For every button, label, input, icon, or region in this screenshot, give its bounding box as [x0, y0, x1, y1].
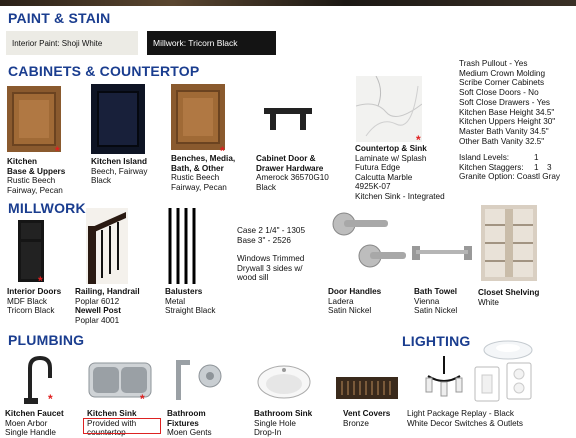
millwork-paint-swatch: [147, 31, 276, 55]
vent-cover-image: [336, 377, 398, 399]
option-item: Kitchen Base Height 34.5": [459, 107, 555, 117]
island-cabinet-info: [91, 157, 147, 186]
countertop-line3: Calcutta Marble: [355, 172, 413, 182]
bathroom-sink-line1: Single Hole: [254, 418, 296, 428]
kitchen-cabinet-title2: Base & Uppers: [7, 166, 66, 176]
vent-covers-info: [343, 409, 390, 428]
staggers-value2: 3: [547, 163, 552, 172]
section-heading-plumbing: PLUMBING: [8, 332, 85, 348]
bathroom-sink-info: [254, 409, 312, 438]
island-cabinet-line2: Black: [91, 176, 112, 186]
kitchen-cabinet-line1: Rustic Beech: [7, 176, 56, 186]
railing-title2: Newell Post: [75, 306, 121, 316]
vent-covers-title: Vent Covers: [343, 409, 391, 418]
granite-option: Granite Option: Coastl Gray: [459, 172, 561, 181]
interior-doors-title: Interior Doors: [7, 287, 62, 296]
balusters-line1: Metal: [165, 296, 186, 306]
bathroom-sink-line2: Drop-In: [254, 428, 282, 438]
balusters-line2: Straight Black: [165, 306, 216, 316]
island-levels-label: Island Levels:: [459, 153, 510, 162]
option-item: Medium Crown Molding: [459, 68, 546, 78]
outlet-image: [506, 362, 532, 400]
bathroom-fixtures-info: [167, 409, 212, 438]
light-switch-image: [474, 366, 500, 402]
benches-cabinet-info: [171, 154, 235, 192]
bath-towel-line1: Vienna: [414, 296, 440, 306]
option-item: Soft Close Drawers - Yes: [459, 97, 551, 107]
interior-paint-label: Interior Paint: Shoji White: [12, 39, 103, 48]
windows-info: [237, 254, 304, 283]
windows-line2: Drywall 3 sides w/: [237, 263, 303, 273]
option-item: Soft Close Doors - No: [459, 88, 539, 98]
benches-cabinet-door-image: [171, 84, 225, 150]
cabinet-options-list: [459, 59, 555, 146]
benches-cabinet-line2: Fairway, Pecan: [171, 182, 227, 192]
bath-towel-info: [414, 287, 457, 316]
bathroom-fixtures-title1: Bathroom: [167, 409, 206, 418]
trim-line1: Case 2 1/4" - 1305: [237, 226, 305, 235]
interior-doors-line1: MDF Black: [7, 296, 48, 306]
closet-shelving-image: [481, 205, 537, 281]
chandelier-image: [424, 356, 464, 400]
kitchen-faucet-line2: Single Handle: [5, 428, 56, 438]
flush-mount-light-image: [482, 340, 534, 362]
railing-line1: Poplar 6012: [75, 296, 120, 306]
kitchen-sink-title: Kitchen Sink: [87, 409, 137, 418]
island-cabinet-title: Kitchen Island: [91, 157, 147, 166]
kitchen-cabinet-star: *: [55, 144, 60, 158]
island-cabinet-door-image: [91, 84, 145, 154]
countertop-line5: Kitchen Sink - Integrated: [355, 191, 445, 201]
kitchen-faucet-info: [5, 409, 64, 438]
trim-info: [237, 226, 305, 245]
hardware-title2: Drawer Hardware: [256, 163, 324, 173]
staggers-label: Kitchen Staggers:: [459, 163, 524, 172]
countertop-line4: 4925K-07: [355, 182, 391, 192]
closet-shelving-title: Closet Shelving: [478, 288, 540, 297]
interior-door-image: [18, 220, 44, 282]
interior-doors-info: [7, 287, 61, 316]
trim-line2: Base 3" - 2526: [237, 235, 291, 245]
kitchen-sink-line2: countertop: [87, 428, 126, 438]
countertop-info: [355, 144, 445, 202]
interior-paint-swatch: [6, 31, 138, 55]
door-handles-image: [330, 210, 410, 276]
windows-line3: wood sill: [237, 273, 269, 283]
cabinet-pull-image: [260, 100, 316, 134]
benches-cabinet-line1: Rustic Beech: [171, 173, 220, 183]
benches-cabinet-star: *: [220, 144, 225, 158]
towel-bar-image: [410, 238, 474, 262]
interior-door-star: *: [38, 274, 43, 288]
countertop-star: *: [416, 133, 421, 147]
bathroom-fixtures-title2: Fixtures: [167, 418, 199, 428]
countertop-line2: Futura Edge: [355, 163, 401, 173]
bathroom-sink-image: [256, 364, 312, 400]
kitchen-sink-star: *: [140, 392, 145, 406]
section-heading-lighting: LIGHTING: [402, 333, 471, 349]
railing-info: [75, 287, 140, 325]
balusters-info: [165, 287, 216, 316]
door-handles-line2: Satin Nickel: [328, 306, 372, 316]
kitchen-cabinet-title1: Kitchen: [7, 157, 38, 166]
balusters-image: [166, 208, 196, 284]
kitchen-cabinet-info: [7, 157, 65, 195]
section-heading-cabinets: CABINETS & COUNTERTOP: [8, 63, 200, 79]
kitchen-faucet-star: *: [48, 392, 53, 406]
countertop-title: Countertop & Sink: [355, 144, 427, 153]
benches-cabinet-title1: Benches, Media,: [171, 154, 236, 163]
railing-title1: Railing, Handrail: [75, 287, 140, 296]
balusters-title: Balusters: [165, 287, 203, 296]
island-cabinet-line1: Beech, Fairway: [91, 166, 148, 176]
windows-line1: Windows Trimmed: [237, 254, 305, 263]
option-item: Kitchen Uppers Height 30": [459, 117, 556, 127]
closet-shelving-line1: White: [478, 297, 499, 307]
door-handles-info: [328, 287, 381, 316]
island-levels-value: 1: [534, 153, 539, 162]
section-heading-millwork: MILLWORK: [8, 200, 86, 216]
option-item: Trash Pullout - Yes: [459, 59, 528, 68]
hardware-line2: Black: [256, 182, 277, 192]
bathroom-sink-title: Bathroom Sink: [254, 409, 313, 418]
benches-cabinet-title2: Bath, & Other: [171, 163, 224, 173]
top-banner-image: [0, 0, 576, 6]
kitchen-sink-line1: Provided with: [87, 418, 137, 428]
countertop-line1: Laminate w/ Splash: [355, 153, 427, 163]
door-handles-title: Door Handles: [328, 287, 382, 296]
bathroom-fixtures-image: [170, 356, 224, 404]
lighting-line2: White Decor Switches & Outlets: [407, 418, 524, 428]
lighting-line1: Light Package Replay - Black: [407, 409, 514, 418]
option-item: Master Bath Vanity 34.5": [459, 126, 549, 136]
lighting-info: [407, 409, 523, 428]
closet-shelving-info: [478, 288, 539, 307]
door-handles-line1: Ladera: [328, 296, 354, 306]
interior-doors-line2: Tricorn Black: [7, 306, 55, 316]
millwork-paint-label: Millwork: Tricorn Black: [153, 38, 238, 48]
staggers-value: 1: [534, 163, 539, 172]
bath-towel-title: Bath Towel: [414, 287, 458, 296]
hardware-title1: Cabinet Door &: [256, 154, 316, 163]
vent-covers-line1: Bronze: [343, 418, 369, 428]
kitchen-faucet-title: Kitchen Faucet: [5, 409, 64, 418]
calcutta-marble-image: [356, 76, 422, 142]
bath-towel-line2: Satin Nickel: [414, 306, 458, 316]
railing-line2: Poplar 4001: [75, 315, 120, 325]
section-heading-paint: PAINT & STAIN: [8, 10, 111, 26]
kitchen-cabinet-line2: Fairway, Pecan: [7, 185, 63, 195]
bathroom-fixtures-line1: Moen Gents: [167, 428, 212, 438]
hardware-info: [256, 154, 329, 192]
hardware-line1: Amerock 36570G10: [256, 173, 329, 183]
option-item: Scribe Corner Cabinets: [459, 78, 545, 88]
kitchen-faucet-line1: Moen Arbor: [5, 418, 48, 428]
kitchen-cabinet-door-image: [7, 86, 61, 152]
railing-image: [86, 208, 128, 284]
option-item: Other Bath Vanity 32.5": [459, 136, 545, 146]
